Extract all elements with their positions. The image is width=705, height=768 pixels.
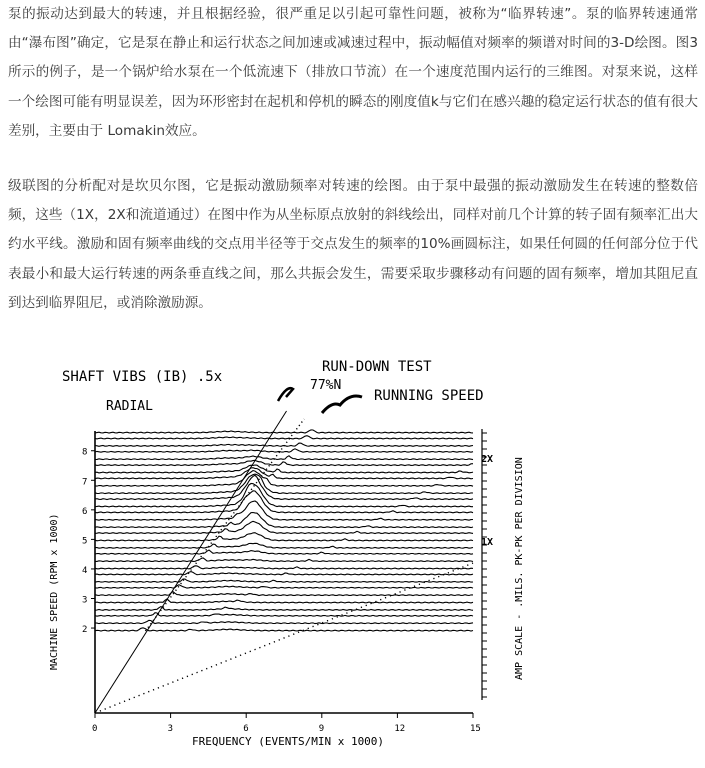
label-1x: 1X bbox=[481, 537, 494, 548]
spectrum-trace-row bbox=[95, 628, 473, 631]
y-axis-label: MACHINE SPEED (RPM x 1000) bbox=[49, 513, 60, 670]
radial-label: RADIAL bbox=[106, 399, 153, 414]
y-tick-label: 4 bbox=[82, 565, 88, 576]
order-line-1x bbox=[95, 563, 473, 713]
article-paragraph-2: 级联图的分析配对是坎贝尔图，它是振动激励频率对转速的绘图。由于泵中最强的振动激励发生在转速的整数倍频，这些（1X，2X和流道通过）在图中作为从坐标原点放射的斜线绘出，同样对前几个计算的转子固有频率汇出大约水平线。激励和固有频率曲线的交点用半径等于交点发生的频率的10%画圆标注，如果任何圆的任何部分位于代表最小和最大运行转速的两条垂直线之间，那么共振会发生，需要采取步骤移动有问题的固有频率，增加其阻尼直到达到临界阻尼，或消除激励源。 bbox=[8, 178, 698, 311]
running-speed-arrow bbox=[322, 396, 362, 413]
spectrum-trace-row bbox=[95, 501, 473, 520]
y-tick-label: 7 bbox=[82, 477, 88, 488]
waterfall-chart bbox=[40, 345, 575, 768]
spectrum-trace-row bbox=[95, 430, 473, 433]
x-tick-label: 6 bbox=[243, 724, 249, 734]
test-label: RUN-DOWN TEST bbox=[322, 359, 432, 375]
spectrum-trace-row bbox=[95, 613, 473, 617]
chart-axes bbox=[95, 429, 482, 713]
spectrum-trace-row bbox=[95, 579, 473, 582]
spectrum-trace-row bbox=[95, 543, 473, 548]
figure-title: SHAFT VIBS (IB) .5x bbox=[62, 369, 223, 385]
spectrum-trace-row bbox=[95, 566, 473, 569]
spectrum-trace-row bbox=[95, 607, 473, 611]
y-tick-label: 5 bbox=[82, 536, 88, 547]
x-tick-label: 15 bbox=[470, 724, 481, 734]
x-tick-label: 12 bbox=[394, 724, 406, 734]
y-tick-label: 3 bbox=[82, 595, 88, 606]
resonance-percent-label: 77%N bbox=[310, 378, 342, 393]
y-tick-label: 8 bbox=[82, 447, 88, 458]
x-axis-label: FREQUENCY (EVENTS/MIN x 1000) bbox=[192, 735, 385, 748]
spectrum-trace-row bbox=[95, 533, 473, 541]
spectrum-trace-row bbox=[95, 491, 473, 513]
spectrum-trace-row bbox=[95, 465, 473, 473]
spectrum-trace-row bbox=[95, 550, 473, 554]
x-tick-label: 9 bbox=[318, 724, 325, 734]
spectrum-trace-row bbox=[95, 449, 473, 452]
waterfall-figure bbox=[40, 345, 575, 768]
right-axis-label: AMP SCALE - .MILS. PK-PK PER DIVISION bbox=[514, 457, 525, 680]
spectrum-trace-row bbox=[95, 484, 473, 507]
article-paragraph-1: 泵的振动达到最大的转速，并且根据经验，很严重足以引起可靠性问题，被称为“临界转速”。泵的临界转速通常由“瀑布图”确定，它是泵在静止和运行状态之间加速或减速过程中，振动幅值对频率的频谱对时间的3-D绘图。图3所示的例子，是一个锅炉给水泵在一个低流速下（排放口节流）在一个速度范围内运行的三维图。对泵来说，这样一个绘图可能有明显误差，因为环形密封在起机和停机的瞬态的刚度值k与它们在感兴趣的稳定运行状态的值有很大差别，主要由于 Lomakin效应。 bbox=[8, 6, 698, 139]
x-tick-label: 0 bbox=[92, 724, 98, 734]
spectrum-trace-row bbox=[95, 585, 473, 588]
spectrum-trace-row bbox=[95, 468, 473, 479]
spectrum-trace-row bbox=[95, 436, 473, 439]
running-speed-label: RUNNING SPEED bbox=[374, 388, 484, 404]
y-tick-label: 2 bbox=[82, 625, 88, 636]
order-line-radial bbox=[95, 411, 287, 713]
spectrum-trace-row bbox=[95, 599, 473, 603]
order-lines bbox=[95, 411, 473, 713]
x-tick-label: 3 bbox=[167, 724, 174, 734]
spectrum-trace-row bbox=[95, 558, 473, 562]
spectrum-trace-row bbox=[95, 460, 473, 465]
label-2x: 2X bbox=[481, 454, 494, 465]
spectrum-traces bbox=[95, 430, 473, 631]
tick-labels bbox=[82, 448, 481, 734]
y-tick-label: 6 bbox=[82, 506, 88, 517]
spectrum-trace-row bbox=[95, 592, 473, 596]
spectrum-trace-row bbox=[95, 456, 473, 460]
spectrum-trace-row bbox=[95, 572, 473, 575]
tick-marks bbox=[91, 433, 487, 718]
resonance-arrow bbox=[278, 388, 293, 401]
spectrum-trace-row bbox=[95, 474, 473, 494]
